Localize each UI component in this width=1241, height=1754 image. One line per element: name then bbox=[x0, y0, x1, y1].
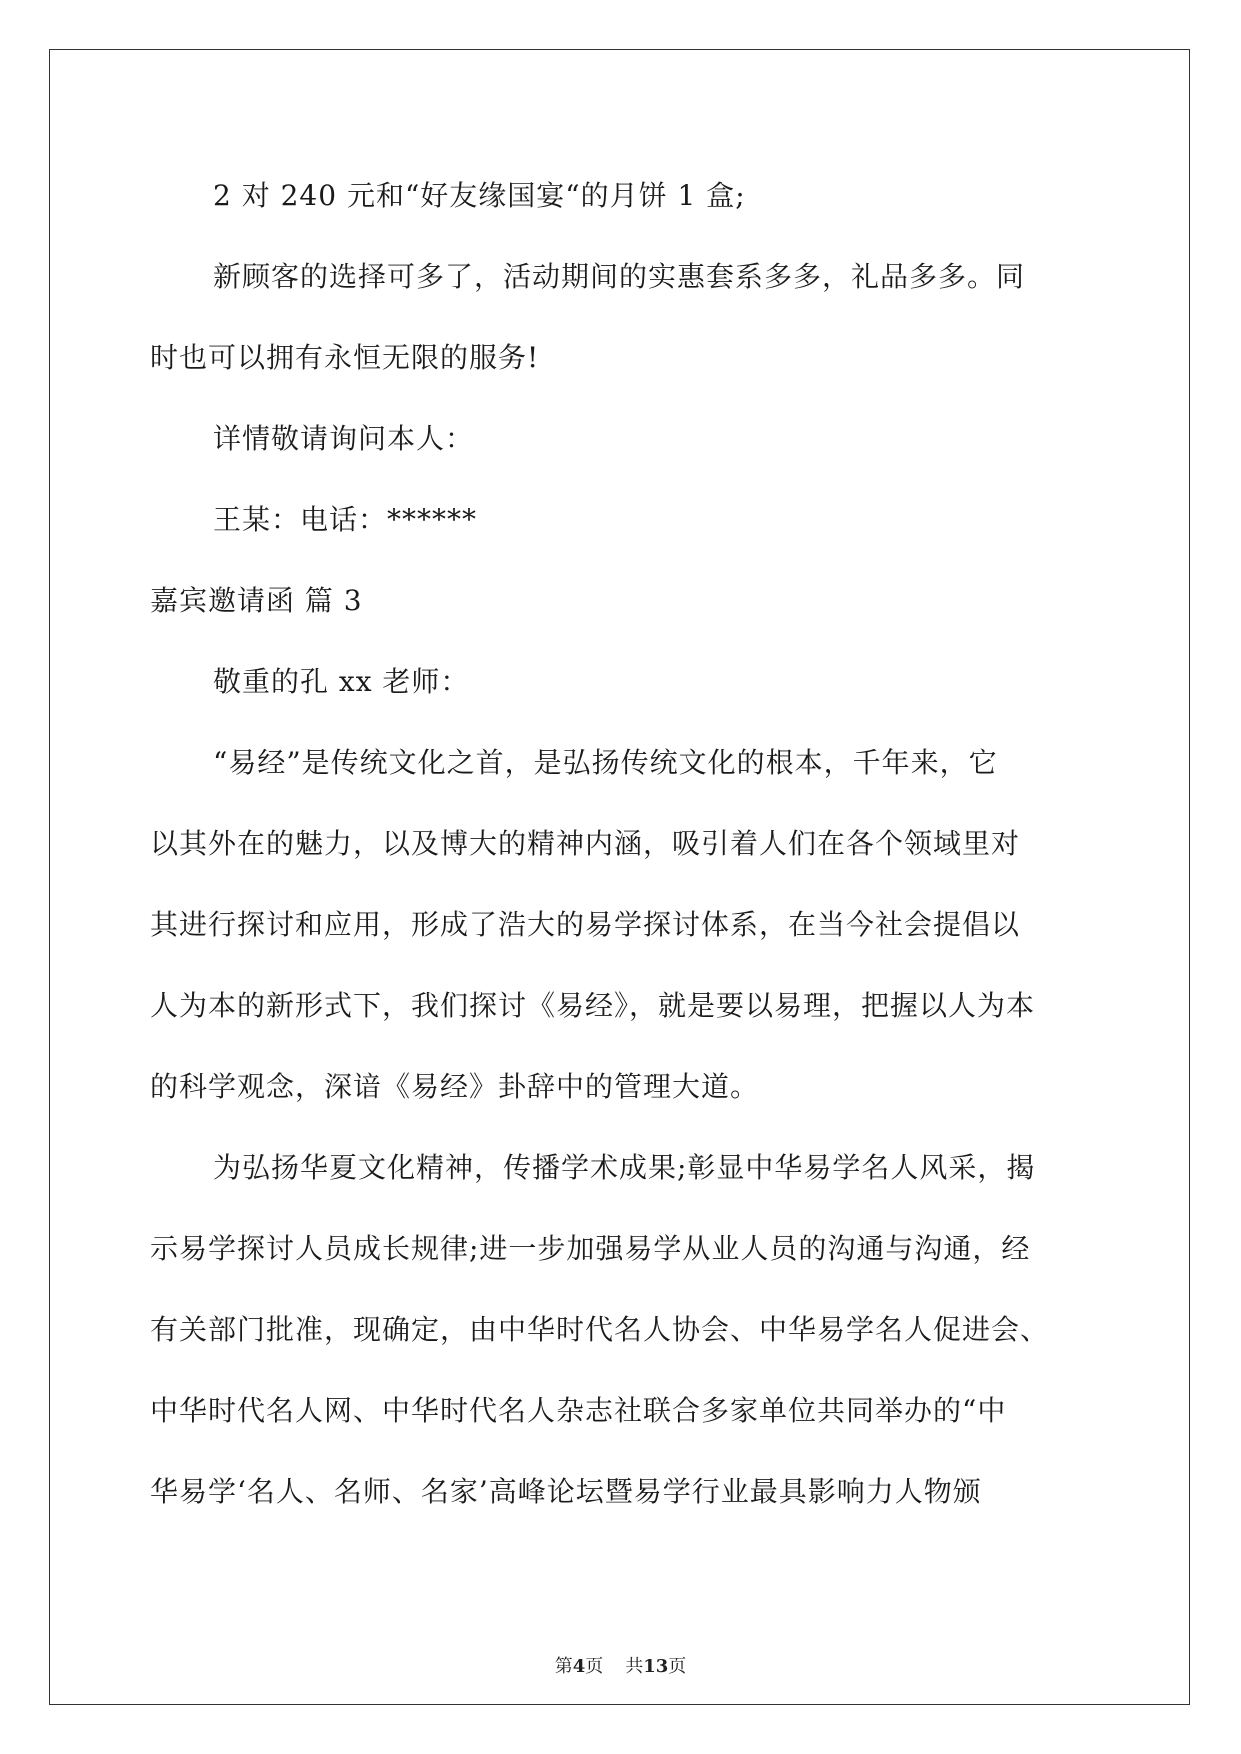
document-body bbox=[150, 155, 1085, 1532]
text-line: 时也可以拥有永恒无限的服务! bbox=[150, 341, 540, 374]
page-prefix: 第 bbox=[554, 1656, 573, 1677]
page-footer bbox=[0, 1652, 1241, 1678]
text-line: 华易学‘名人、名师、名家’高峰论坛暨易学行业最具影响力人物颁 bbox=[150, 1475, 982, 1508]
text-line: 详情敬请询问本人： bbox=[213, 422, 475, 455]
text-line: 的科学观念，深谙《易经》卦辞中的管理大道。 bbox=[150, 1070, 760, 1103]
text-line: 人为本的新形式下，我们探讨《易经》，就是要以易理，把握以人为本 bbox=[150, 989, 1036, 1022]
text-line: 有关部门批准，现确定，由中华时代名人协会、中华易学名人促进会、 bbox=[150, 1313, 1050, 1346]
text-line: 新顾客的选择可多了，活动期间的实惠套系多多，礼品多多。同 bbox=[213, 260, 1026, 293]
total-suffix: 页 bbox=[668, 1656, 687, 1677]
page-number: 4 bbox=[572, 1656, 586, 1677]
text-line: 以其外在的魅力，以及博大的精神内涵，吸引着人们在各个领域里对 bbox=[150, 827, 1021, 860]
section-heading: 嘉宾邀请函 篇 3 bbox=[150, 584, 363, 617]
total-pages: 13 bbox=[643, 1656, 669, 1677]
salutation: 敬重的孔 xx 老师： bbox=[213, 665, 470, 698]
text-line: 中华时代名人网、中华时代名人杂志社联合多家单位共同举办的“中 bbox=[150, 1394, 1007, 1427]
text-line: 为弘扬华夏文化精神，传播学术成果;彰显中华易学名人风采，揭 bbox=[213, 1151, 1036, 1184]
text-line: “易经”是传统文化之首，是弘扬传统文化的根本，千年来，它 bbox=[213, 746, 998, 779]
text-line: 示易学探讨人员成长规律;进一步加强易学从业人员的沟通与沟通，经 bbox=[150, 1232, 1031, 1265]
total-prefix: 共 bbox=[625, 1656, 644, 1677]
page-suffix: 页 bbox=[585, 1656, 604, 1677]
text-line: 2 对 240 元和“好友缘国宴“的月饼 1 盒; bbox=[213, 179, 746, 212]
text-line: 王某：电话：****** bbox=[213, 503, 478, 536]
text-line: 其进行探讨和应用，形成了浩大的易学探讨体系，在当今社会提倡以 bbox=[150, 908, 1021, 941]
